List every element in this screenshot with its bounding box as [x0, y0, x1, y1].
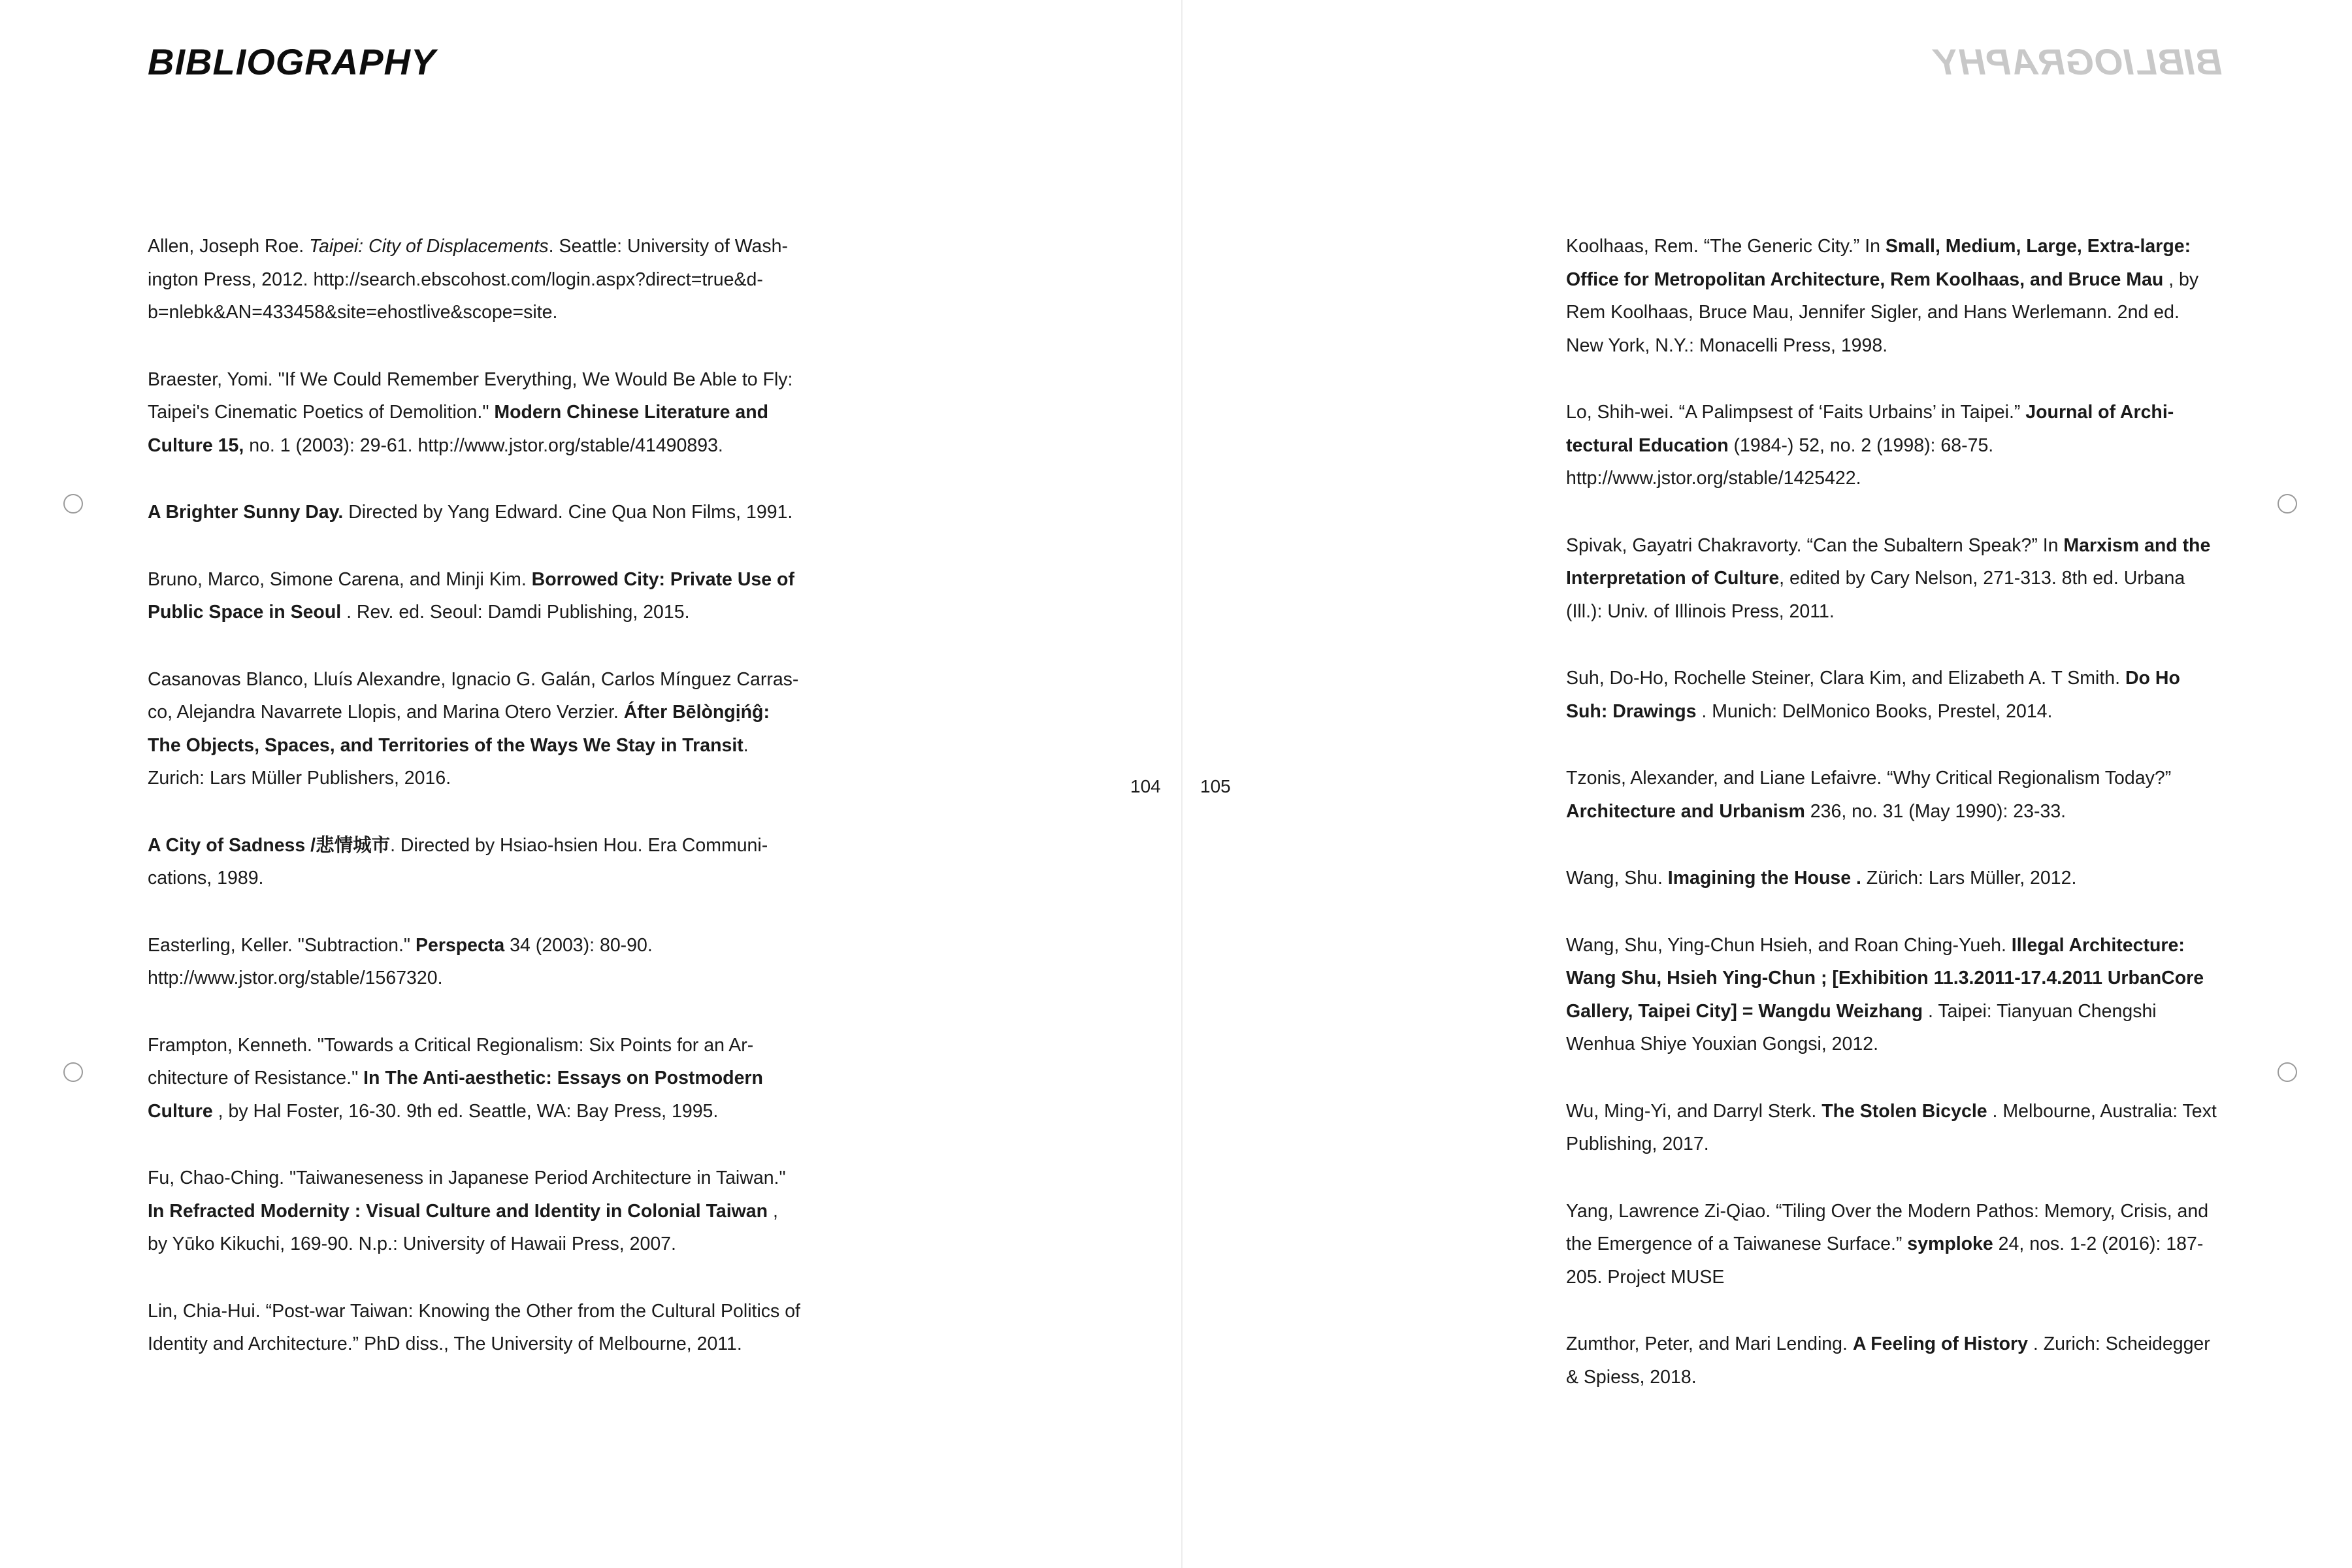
bibliography-entry: [1566, 396, 2219, 495]
bibliography-entry: [148, 563, 801, 629]
entry-text: . Seattle: University of Wash-ington Press, 2012. http://search.ebscohost.com/login.aspx?direct=true&d-b=nlebk&AN=433458&site=ehostlive&scope=site.: [148, 236, 788, 323]
entry-text: Koolhaas, Rem. “The Generic City.” In: [1566, 236, 1886, 257]
bibliography-entry: [1566, 230, 2219, 362]
bibliography-entry: [1566, 929, 2219, 1061]
entry-text: . Taipei: Tianyuan Chengshi Wenhua Shiye Youxian Gongsi, 2012.: [1566, 1000, 2157, 1054]
entry-text: Lo, Shih-wei. “A Palimpsest of ‘Faits Urbains’ in Taipei.”: [1566, 402, 2026, 423]
entry-title-bold: Architecture and Urbanism: [1566, 800, 1805, 822]
entry-title-bold: A Feeling of History: [1852, 1333, 2028, 1354]
bibliography-entry: [1566, 529, 2219, 629]
entry-title-bold: In The Anti-aesthetic: Essays on Postmodern Culture: [148, 1068, 763, 1122]
entry-text: . Zurich: Scheidegger & Spiess, 2018.: [1566, 1333, 2210, 1388]
entry-title-italic: Taipei: City of Displacements: [309, 236, 549, 257]
bibliography-entry: [148, 829, 801, 895]
bibliography-entry: [148, 230, 801, 329]
entry-title-bold: Áfter Bēlòngịńĝ: The Objects, Spaces, and Territories of the Ways We Stay in Transit: [148, 702, 770, 756]
entry-text: 24, nos. 1-2 (2016): 187-205. Project MUSE: [1566, 1233, 2204, 1288]
entry-text: 34 (2003): 80-90. http://www.jstor.org/stable/1567320.: [148, 934, 653, 988]
entry-text: , edited by Cary Nelson, 271-313. 8th ed. Urbana (Ill.): Univ. of Illinois Press, 2011.: [1566, 568, 2185, 622]
page-number-left: 104: [1130, 776, 1161, 796]
entry-title-bold: A City of Sadness /悲情城市: [148, 834, 391, 856]
entry-text: Fu, Chao-Ching. "Taiwaneseness in Japanese Period Architecture in Taiwan.": [148, 1168, 786, 1188]
bibliography-entry: [1566, 662, 2219, 728]
entry-text: Wang, Shu.: [1566, 868, 1668, 889]
entry-text: Frampton, Kenneth. "Towards a Critical Regionalism: Six Points for an Ar-chitecture of Resistance.": [148, 1034, 754, 1088]
entry-text: Casanovas Blanco, Lluís Alexandre, Ignacio G. Galán, Carlos Mínguez Carras-co, Alejandra Navarrete Llopis, and Marina Otero Verzier.: [148, 668, 799, 723]
entry-text: no. 1 (2003): 29-61. http://www.jstor.org/stable/41490893.: [244, 434, 723, 456]
entry-text: Zumthor, Peter, and Mari Lending.: [1566, 1333, 1853, 1354]
bibliography-column-left: [148, 230, 801, 1395]
bibliography-entry: [1566, 862, 2219, 895]
bibliography-column-right: [1566, 230, 2219, 1428]
entry-text: 236, no. 31 (May 1990): 23-33.: [1805, 800, 2066, 822]
entry-text: Suh, Do-Ho, Rochelle Steiner, Clara Kim, and Elizabeth A. T Smith.: [1566, 668, 2125, 689]
entry-title-bold: Journal of Archi-tectural Education: [1566, 402, 2174, 456]
entry-text: , by Rem Koolhaas, Bruce Mau, Jennifer Sigler, and Hans Werlemann. 2nd ed. New York, N.Y.: Monacelli Press, 1998.: [1566, 269, 2199, 356]
entry-text: , by Hal Foster, 16-30. 9th ed. Seattle, WA: Bay Press, 1995.: [212, 1100, 719, 1122]
binder-hole-icon: [2278, 494, 2297, 514]
entry-title-bold: Imagining the House .: [1667, 868, 1861, 889]
entry-title-bold: Modern Chinese Literature and Culture 15,: [148, 402, 769, 456]
entry-text: . Zurich: Lars Müller Publishers, 2016.: [148, 734, 749, 789]
entry-title-bold: The Stolen Bicycle: [1821, 1100, 1987, 1122]
entry-text: . Directed by Hsiao-hsien Hou. Era Communi-cations, 1989.: [148, 834, 768, 889]
entry-title-bold: Perspecta: [415, 934, 505, 956]
entry-text: . Rev. ed. Seoul: Damdi Publishing, 2015.: [341, 602, 690, 623]
entry-text: Spivak, Gayatri Chakravorty. “Can the Subaltern Speak?” In: [1566, 534, 2064, 556]
entry-title-bold: Small, Medium, Large, Extra-large: Office for Metropolitan Architecture, Rem Koolhaas, and Bruce Mau: [1566, 236, 2191, 290]
entry-title-bold: symploke: [1907, 1233, 1993, 1254]
page-gutter: [1181, 0, 1183, 1568]
entry-text: Easterling, Keller. "Subtraction.": [148, 934, 416, 956]
entry-text: Directed by Yang Edward. Cine Qua Non Films, 1991.: [343, 502, 793, 523]
entry-title-bold: Do Ho Suh: Drawings: [1566, 668, 2180, 722]
entry-text: Tzonis, Alexander, and Liane Lefaivre. “Why Critical Regionalism Today?”: [1566, 768, 2172, 789]
entry-title-bold: Borrowed City: Private Use of Public Space in Seoul: [148, 568, 794, 623]
page-title-mirrored: BIBLIOGRAPHY: [1934, 41, 2223, 82]
entry-text: Wang, Shu, Ying-Chun Hsieh, and Roan Ching-Yueh.: [1566, 934, 2012, 956]
bibliography-entry: [1566, 1095, 2219, 1161]
bibliography-entry: [148, 496, 801, 529]
entry-title-bold: Illegal Architecture: Wang Shu, Hsieh Ying-Chun ; [Exhibition 11.3.2011-17.4.2011 UrbanCore Gallery, Taipei City] = Wangdu Weizhang: [1566, 934, 2204, 1022]
bibliography-entry: [148, 363, 801, 463]
bibliography-entry: [148, 929, 801, 995]
bibliography-entry: [148, 1162, 801, 1261]
bibliography-entry: [1566, 1328, 2219, 1394]
binder-hole-icon: [63, 494, 83, 514]
entry-text: . Melbourne, Australia: Text Publishing, 2017.: [1566, 1100, 2217, 1154]
entry-text: Bruno, Marco, Simone Carena, and Minji Kim.: [148, 568, 532, 590]
binder-hole-icon: [63, 1062, 83, 1082]
bibliography-entry: [148, 1295, 801, 1361]
entry-text: . Munich: DelMonico Books, Prestel, 2014.: [1696, 700, 2053, 722]
entry-text: Yang, Lawrence Zi-Qiao. “Tiling Over the Modern Pathos: Memory, Crisis, and the Emergence of a Taiwanese Surface.”: [1566, 1200, 2209, 1254]
entry-text: Lin, Chia-Hui. “Post-war Taiwan: Knowing the Other from the Cultural Politics of Identity and Architecture.” PhD diss., The University of Melbourne, 2011.: [148, 1300, 800, 1354]
bibliography-entry: [1566, 762, 2219, 828]
entry-text: Zürich: Lars Müller, 2012.: [1861, 868, 2077, 889]
entry-title-bold: In Refracted Modernity : Visual Culture and Identity in Colonial Taiwan: [148, 1200, 768, 1222]
entry-text: Braester, Yomi. "If We Could Remember Everything, We Would Be Able to Fly: Taipei's Cinematic Poetics of Demolition.": [148, 368, 793, 423]
bibliography-entry: [1566, 1195, 2219, 1294]
entry-text: , by Yūko Kikuchi, 169-90. N.p.: University of Hawaii Press, 2007.: [148, 1200, 778, 1254]
bibliography-entry: [148, 1029, 801, 1128]
page-number-right: 105: [1200, 776, 1231, 796]
entry-title-bold: A Brighter Sunny Day.: [148, 502, 344, 523]
binder-hole-icon: [2278, 1062, 2297, 1082]
bibliography-entry: [148, 663, 801, 795]
page-title: BIBLIOGRAPHY: [148, 41, 436, 82]
entry-title-bold: Marxism and the Interpretation of Culture: [1566, 534, 2211, 589]
entry-text: Wu, Ming-Yi, and Darryl Sterk.: [1566, 1100, 1822, 1122]
entry-text: (1984-) 52, no. 2 (1998): 68-75. http://www.jstor.org/stable/1425422.: [1566, 434, 1994, 489]
entry-text: Allen, Joseph Roe.: [148, 236, 310, 257]
